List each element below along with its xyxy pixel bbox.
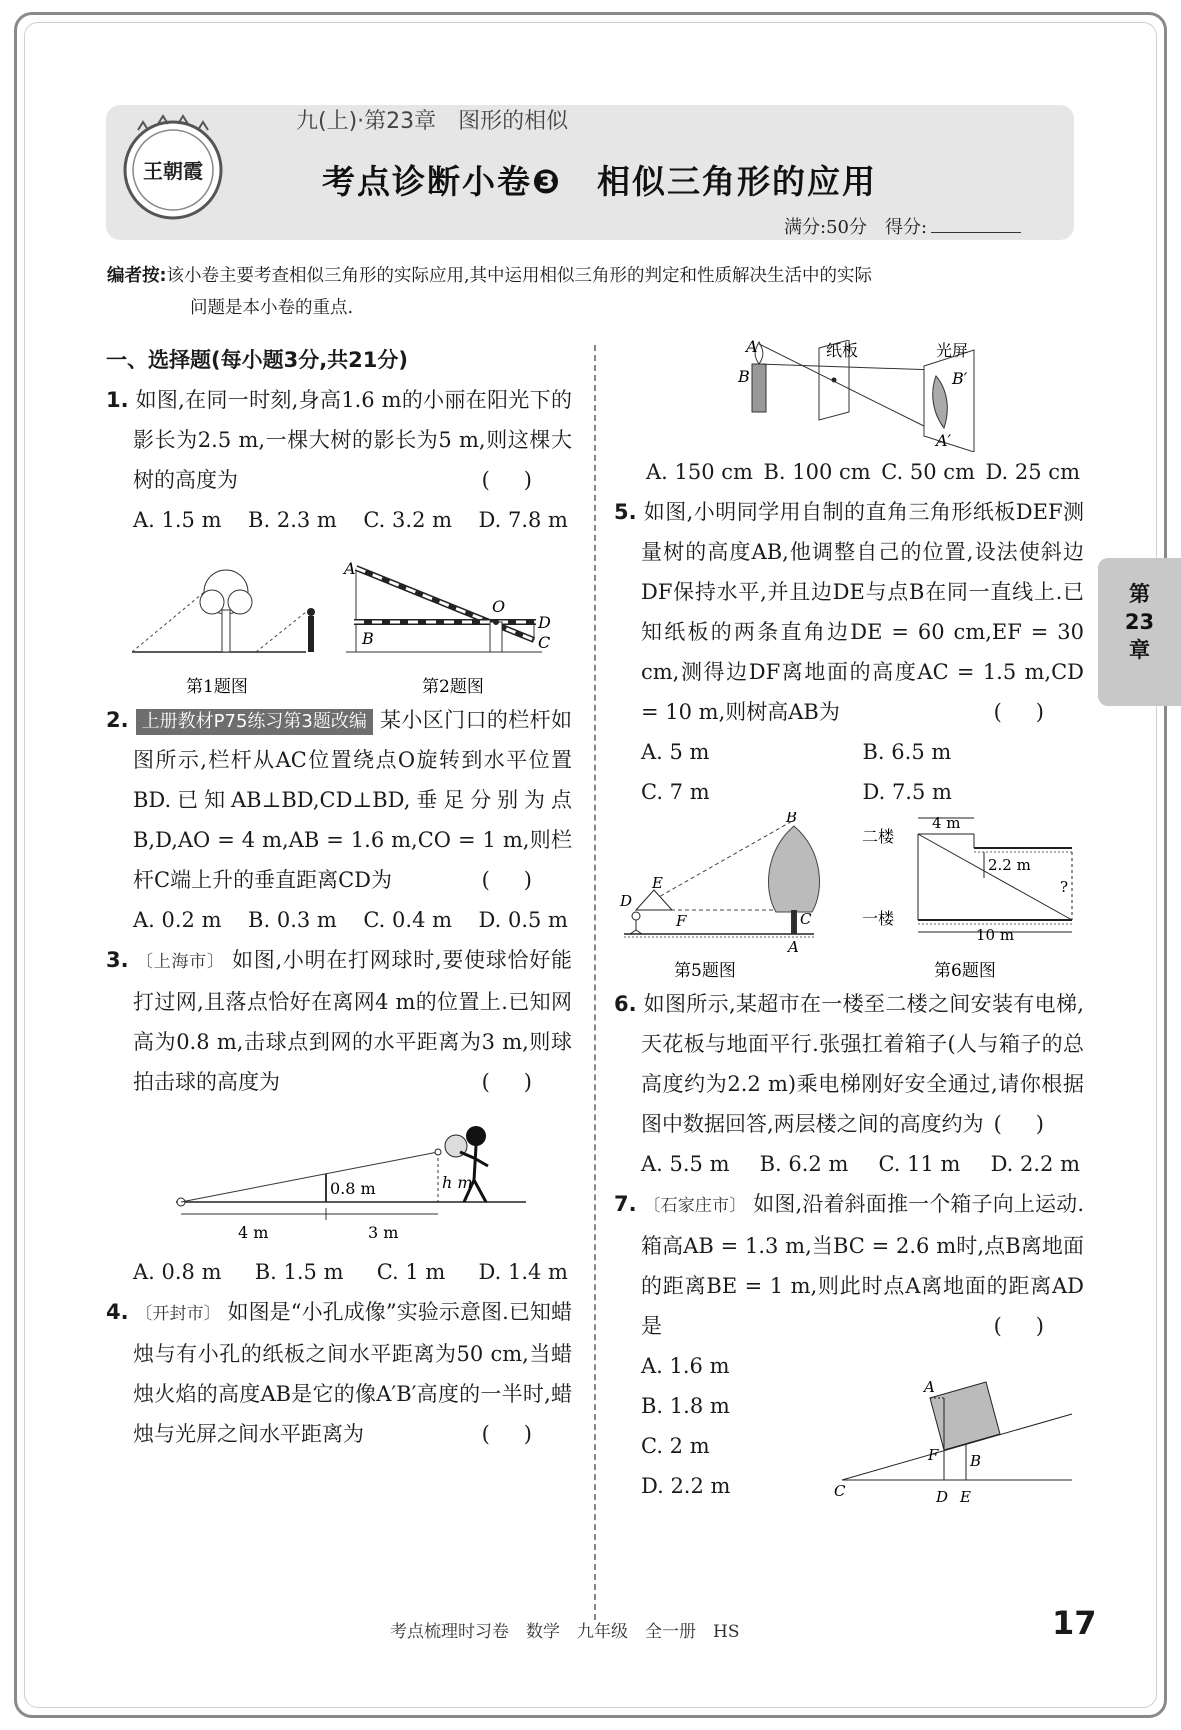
- figure-3-tennis: [106, 1102, 572, 1252]
- figure-7-slope-box: [832, 1346, 1082, 1510]
- q5-option-a: A. 5 m: [641, 740, 710, 764]
- fig7-label-a: A: [924, 1378, 935, 1396]
- fig2-caption: 第2题图: [422, 677, 484, 697]
- q1-option-a: A. 1.5 m: [133, 508, 222, 532]
- q5-answer-blank: (): [993, 700, 1078, 724]
- fig3-h: h m: [442, 1173, 473, 1192]
- fig5-caption: 第5题图: [674, 961, 736, 981]
- fig4-label-b-prime: B′: [952, 369, 968, 388]
- fig4-label-screen: 光屏: [936, 341, 969, 360]
- q5-option-d: D. 7.5 m: [862, 780, 952, 804]
- fig5-label-f: F: [676, 912, 687, 930]
- page-title: 考点诊断小卷❸ 相似三角形的应用: [322, 162, 877, 201]
- q2-text: 某小区门口的栏杆如图所示,栏杆从AC位置绕点O旋转到水平位置BD.已知AB⊥BD,CD⊥BD,垂足分别为点B,D,AO = 4 m,AB = 1.6 m,CO = 1 m,则栏杆C端上升的垂直距离CD为: [133, 708, 572, 892]
- question-7: [614, 1184, 1084, 1346]
- q6-answer-blank: (): [993, 1112, 1078, 1136]
- question-4: [106, 1292, 572, 1454]
- side-tab-line-3: 章: [1129, 638, 1150, 662]
- fig4-label-b: B: [738, 367, 750, 386]
- q6-number: 6.: [614, 992, 637, 1016]
- q4-option-d: D. 25 cm: [985, 460, 1080, 484]
- fig6-height-22: 2.2 m: [988, 856, 1031, 874]
- chapter-side-tab: [1098, 558, 1181, 706]
- q4-text: 如图是“小孔成像”实验示意图.已知蜡烛与有小孔的纸板之间水平距离为50 cm,当蜡烛火焰的高度AB是它的像A′B′高度的一半时,蜡烛与光屏之间水平距离为: [133, 1300, 572, 1446]
- fig6-caption: 第6题图: [934, 961, 996, 981]
- column-divider: [594, 345, 596, 1620]
- fig6-length-10: 10 m: [976, 926, 1015, 944]
- q4-city: 〔开封市〕: [135, 1304, 221, 1324]
- q5-options: [614, 732, 1084, 812]
- q7-option-a: A. 1.6 m: [641, 1354, 730, 1378]
- q7-number: 7.: [614, 1192, 637, 1216]
- fig7-label-e: E: [960, 1488, 971, 1506]
- fig6-width-4: 4 m: [932, 814, 961, 832]
- q7-option-b: B. 1.8 m: [641, 1394, 730, 1418]
- q3-option-d: D. 1.4 m: [478, 1260, 568, 1284]
- score-label: 满分:50分 得分:: [784, 217, 928, 238]
- score-line: [784, 213, 1021, 239]
- question-1: [106, 380, 572, 500]
- note-label: 编者按:: [107, 266, 167, 286]
- q7-answer-blank: (): [993, 1314, 1078, 1338]
- fig5-label-a: A: [788, 938, 799, 956]
- q3-answer-blank: (): [481, 1070, 566, 1094]
- fig7-label-b: B: [970, 1452, 982, 1470]
- q1-option-c: C. 3.2 m: [363, 508, 453, 532]
- fig5-label-d: D: [620, 892, 633, 910]
- footer-text: 考点梳理时习卷 数学 九年级 全一册 HS: [390, 1622, 740, 1642]
- q6-text: 如图所示,某超市在一楼至二楼之间安装有电梯,天花板与地面平行.张强扛着箱子(人与箱子的总高度约为2.2 m)乘电梯刚好安全通过,请你根据图中数据回答,两层楼之间的高度约为: [641, 992, 1084, 1136]
- fig6-second-floor: 二楼: [862, 827, 895, 846]
- fig5-label-c: C: [800, 910, 812, 928]
- fig6-unknown: ?: [1060, 878, 1069, 896]
- fig2-label-a: A: [344, 559, 356, 578]
- question-3: [106, 940, 572, 1102]
- note-line-1: 该小卷主要考查相似三角形的实际应用,其中运用相似三角形的判定和性质解决生活中的实际: [166, 266, 873, 286]
- question-6: [614, 984, 1084, 1144]
- fig7-label-c: C: [834, 1482, 846, 1500]
- fig5-label-b: B: [786, 812, 798, 826]
- side-tab-line-1: 第: [1129, 582, 1150, 606]
- figures-1-2: [106, 540, 572, 700]
- q3-option-a: A. 0.8 m: [133, 1260, 222, 1284]
- fig2-label-b: B: [362, 629, 374, 648]
- fig2-label-d: D: [538, 613, 551, 632]
- fig7-label-f: F: [928, 1446, 939, 1464]
- q7-options: [614, 1346, 794, 1506]
- q1-text: 如图,在同一时刻,身高1.6 m的小丽在阳光下的影长为2.5 m,一棵大树的影长为5 m,则这棵大树的高度为: [133, 388, 572, 492]
- fig6-first-floor: 一楼: [862, 909, 895, 928]
- figure-2-barrier: [346, 568, 542, 652]
- q4-answer-blank: (): [481, 1422, 566, 1446]
- q5-option-c: C. 7 m: [641, 780, 710, 804]
- q3-option-b: B. 1.5 m: [254, 1260, 344, 1284]
- fig2-label-o: O: [492, 597, 506, 616]
- fig5-label-e: E: [652, 874, 663, 892]
- q4-options: [614, 452, 1084, 492]
- q1-number: 1.: [106, 388, 129, 412]
- fig3-dist-4: 4 m: [238, 1223, 269, 1242]
- q2-answer-blank: (): [481, 868, 566, 892]
- note-line-2: 问题是本小卷的重点.: [190, 298, 354, 318]
- q3-text: 如图,小明在打网球时,要使球恰好能打过网,且落点恰好在离网4 m的位置上.已知网高为0.8 m,击球点到网的水平距离为3 m,则球拍击球的高度为: [133, 948, 572, 1094]
- q5-text: 如图,小明同学用自制的直角三角形纸板DEF测量树的高度AB,他调整自己的位置,设法使斜边DF保持水平,并且边DE与点B在同一直线上.已知纸板的两条直角边DE = 60 cm,EF = 30 cm,测得边DF离地面的高度AC = 1.5 m,CD = 10 m,则树高AB为: [641, 500, 1084, 724]
- q6-option-a: A. 5.5 m: [641, 1152, 730, 1176]
- question-5: [614, 492, 1084, 732]
- q5-option-b: B. 6.5 m: [862, 740, 952, 764]
- q3-number: 3.: [106, 948, 129, 972]
- q1-option-b: B. 2.3 m: [248, 508, 337, 532]
- q1-options: [106, 500, 572, 540]
- fig7-label-d: D: [936, 1488, 949, 1506]
- q6-options: [614, 1144, 1084, 1184]
- q7-text: 如图,沿着斜面推一个箱子向上运动.箱高AB = 1.3 m,当BC = 2.6 m时,点B离地面的距离BE = 1 m,则此时点A离地面的距离AD是: [641, 1192, 1085, 1338]
- q7-option-d: D. 2.2 m: [641, 1474, 731, 1498]
- publisher-logo: [118, 112, 228, 222]
- side-tab-line-2: 23: [1124, 610, 1155, 634]
- page-number: 17: [1052, 1604, 1097, 1642]
- section-heading: 一、选择题(每小题3分,共21分): [106, 348, 409, 372]
- q2-option-b: B. 0.3 m: [248, 908, 337, 932]
- q2-option-a: A. 0.2 m: [133, 908, 222, 932]
- logo-text: 王朝霞: [143, 159, 203, 183]
- fig3-net-height: 0.8 m: [330, 1179, 376, 1198]
- fig1-caption: 第1题图: [186, 677, 248, 697]
- q1-answer-blank: (): [481, 468, 566, 492]
- q2-option-d: D. 0.5 m: [478, 908, 568, 932]
- q7-city: 〔石家庄市〕: [643, 1196, 747, 1216]
- q2-source-tag: 上册教材P75练习第3题改编: [136, 709, 373, 735]
- q2-number: 2.: [106, 708, 129, 732]
- fig4-label-a-prime: A′: [936, 431, 952, 450]
- left-column: [106, 340, 572, 1454]
- q2-options: [106, 900, 572, 940]
- figure-6-escalator: [918, 818, 1072, 932]
- q4-option-c: C. 50 cm: [881, 460, 975, 484]
- figure-1-tree-shadow: [132, 570, 315, 652]
- question-2: [106, 700, 572, 900]
- q2-option-c: C. 0.4 m: [363, 908, 453, 932]
- score-blank: [931, 232, 1021, 233]
- fig3-dist-3: 3 m: [368, 1223, 399, 1242]
- q6-option-d: D. 2.2 m: [990, 1152, 1080, 1176]
- q3-city: 〔上海市〕: [136, 952, 225, 972]
- q7-options-and-figure: [614, 1346, 1084, 1514]
- q4-option-a: A. 150 cm: [646, 460, 753, 484]
- figure-4-pinhole: [614, 340, 1084, 452]
- chapter-label: 九(上)·第23章 图形的相似: [296, 109, 569, 134]
- right-column: [614, 340, 1084, 1514]
- fig4-label-a: A: [746, 340, 758, 356]
- q5-number: 5.: [614, 500, 637, 524]
- fig2-label-c: C: [538, 633, 551, 652]
- q4-option-b: B. 100 cm: [763, 460, 871, 484]
- q6-option-c: C. 11 m: [878, 1152, 961, 1176]
- editor-note: [107, 260, 1077, 324]
- fig4-label-board: 纸板: [826, 341, 859, 360]
- q3-option-c: C. 1 m: [376, 1260, 446, 1284]
- q4-number: 4.: [106, 1300, 129, 1324]
- q3-options: [106, 1252, 572, 1292]
- q7-option-c: C. 2 m: [641, 1434, 710, 1458]
- figures-5-6: [614, 812, 1084, 984]
- q6-option-b: B. 6.2 m: [759, 1152, 849, 1176]
- q1-option-d: D. 7.8 m: [478, 508, 568, 532]
